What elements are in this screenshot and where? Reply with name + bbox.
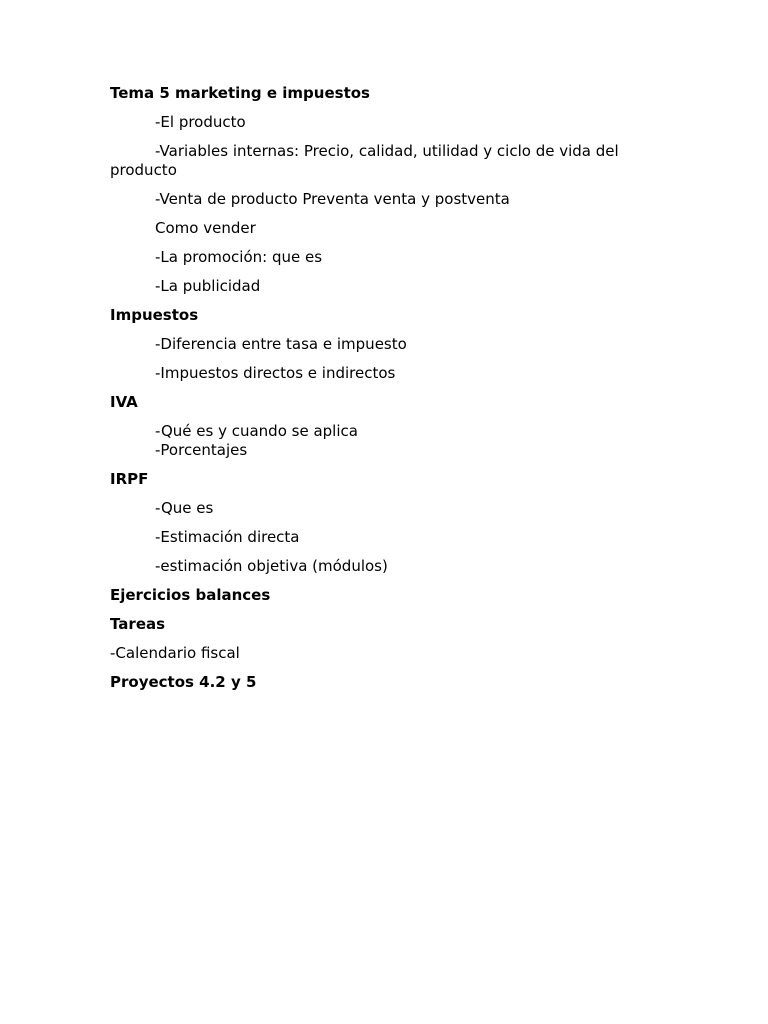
section-heading-irpf: IRPF: [110, 470, 149, 488]
list-item: -Porcentajes: [155, 441, 248, 459]
list-item: -Venta de producto Preventa venta y postventa: [155, 190, 510, 208]
list-item: -La publicidad: [155, 277, 261, 295]
section-heading-iva: IVA: [110, 393, 138, 411]
list-item: -Variables internas: Precio, calidad, utilidad y ciclo de vida del producto: [110, 142, 619, 179]
list-item: Como vender: [155, 219, 256, 237]
list-item: -Calendario fiscal: [110, 644, 240, 662]
section-heading-impuestos: Impuestos: [110, 306, 199, 324]
section-heading-tareas: Tareas: [110, 615, 166, 633]
list-item: -estimación objetiva (módulos): [155, 557, 388, 575]
document-title: Tema 5 marketing e impuestos: [110, 84, 370, 102]
list-item: -Impuestos directos e indirectos: [155, 364, 396, 382]
list-item: -Diferencia entre tasa e impuesto: [155, 335, 407, 353]
document-page: [110, 84, 650, 702]
list-item: -Qué es y cuando se aplica: [155, 422, 358, 440]
list-item: -La promoción: que es: [155, 248, 323, 266]
section-heading-ejercicios: Ejercicios balances: [110, 586, 271, 604]
list-item: -El producto: [155, 113, 246, 131]
section-heading-proyectos: Proyectos 4.2 y 5: [110, 673, 257, 691]
list-item: -Que es: [155, 499, 214, 517]
list-item: -Estimación directa: [155, 528, 300, 546]
